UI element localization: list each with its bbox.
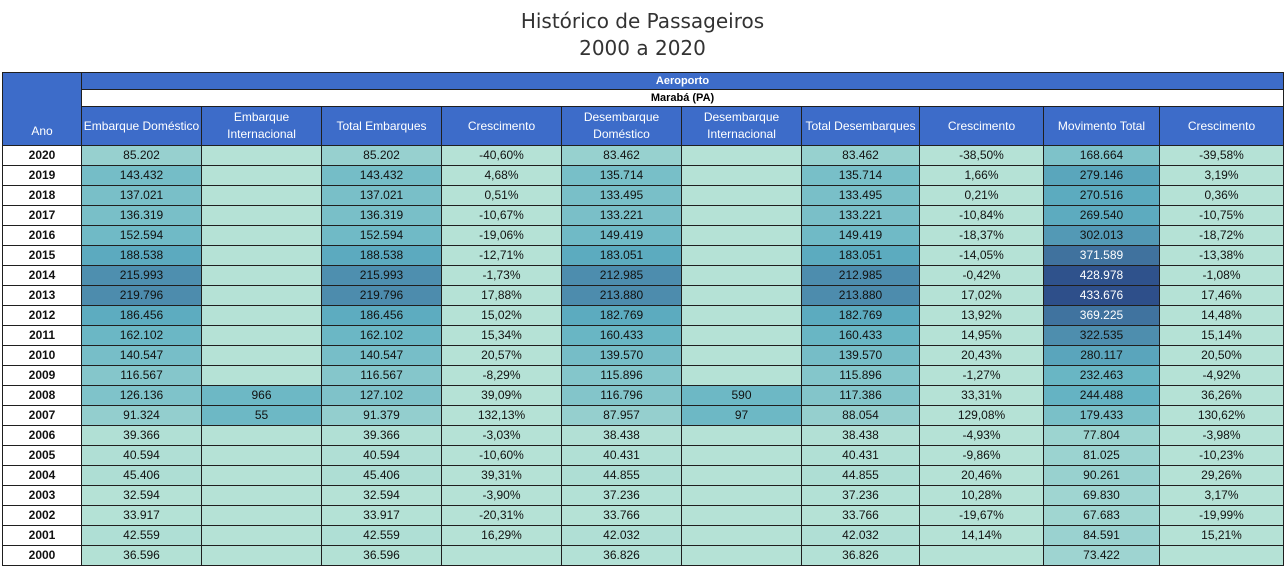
data-cell: 186.456 <box>322 306 442 326</box>
data-cell: 143.432 <box>82 166 202 186</box>
data-cell: 20,43% <box>920 346 1044 366</box>
table-row <box>3 206 1284 226</box>
data-cell: 39.366 <box>322 426 442 446</box>
data-cell: 17,88% <box>442 286 562 306</box>
title-line-1: Histórico de Passageiros <box>520 9 765 33</box>
data-cell: 39,31% <box>442 466 562 486</box>
data-cell: 45.406 <box>322 466 442 486</box>
data-cell: 29,26% <box>1160 466 1284 486</box>
data-cell: 32.594 <box>82 486 202 506</box>
data-cell: 149.419 <box>562 226 682 246</box>
data-cell: 215.993 <box>322 266 442 286</box>
data-cell: 188.538 <box>82 246 202 266</box>
data-cell: 36,26% <box>1160 386 1284 406</box>
table-row <box>3 406 1284 426</box>
data-cell: 33.766 <box>802 506 920 526</box>
data-cell: 14,14% <box>920 526 1044 546</box>
header-ano: Ano <box>3 73 82 146</box>
data-cell: 280.117 <box>1044 346 1160 366</box>
data-cell: 36.596 <box>82 546 202 566</box>
data-cell: 135.714 <box>802 166 920 186</box>
data-cell: 20,46% <box>920 466 1044 486</box>
data-cell: 179.433 <box>1044 406 1160 426</box>
year-cell: 2011 <box>3 326 82 346</box>
data-cell: 36.596 <box>322 546 442 566</box>
column-header: Crescimento <box>442 107 562 146</box>
data-cell: 83.462 <box>562 146 682 166</box>
year-cell: 2007 <box>3 406 82 426</box>
data-cell: 44.855 <box>562 466 682 486</box>
data-cell: 127.102 <box>322 386 442 406</box>
data-cell: 116.796 <box>562 386 682 406</box>
data-cell: -13,38% <box>1160 246 1284 266</box>
data-cell: 132,13% <box>442 406 562 426</box>
data-cell: 133.495 <box>802 186 920 206</box>
data-cell: 55 <box>202 406 322 426</box>
data-cell <box>202 306 322 326</box>
data-cell: 136.319 <box>82 206 202 226</box>
data-cell <box>682 506 802 526</box>
year-cell: 2019 <box>3 166 82 186</box>
data-cell: 15,21% <box>1160 526 1284 546</box>
data-cell: 149.419 <box>802 226 920 246</box>
data-cell: 40.594 <box>82 446 202 466</box>
data-cell: 40.431 <box>802 446 920 466</box>
header-location: Marabá (PA) <box>82 90 1284 107</box>
table-row <box>3 286 1284 306</box>
data-cell: 215.993 <box>82 266 202 286</box>
data-cell: -3,90% <box>442 486 562 506</box>
data-cell: 40.594 <box>322 446 442 466</box>
table-row <box>3 486 1284 506</box>
year-cell: 2014 <box>3 266 82 286</box>
table-row <box>3 146 1284 166</box>
table-row <box>3 306 1284 326</box>
data-cell: 42.032 <box>562 526 682 546</box>
year-cell: 2017 <box>3 206 82 226</box>
data-cell: 140.547 <box>322 346 442 366</box>
data-cell <box>682 306 802 326</box>
data-cell: 33.917 <box>82 506 202 526</box>
column-header: Embarque Doméstico <box>82 107 202 146</box>
data-cell: 116.567 <box>322 366 442 386</box>
column-header: Desembarque Doméstico <box>562 107 682 146</box>
data-cell: 15,34% <box>442 326 562 346</box>
data-cell: -12,71% <box>442 246 562 266</box>
data-cell: 966 <box>202 386 322 406</box>
data-cell: -10,60% <box>442 446 562 466</box>
data-cell <box>920 546 1044 566</box>
column-header: Movimento Total <box>1044 107 1160 146</box>
data-cell: 15,02% <box>442 306 562 326</box>
data-cell: -19,67% <box>920 506 1044 526</box>
column-header: Crescimento <box>920 107 1044 146</box>
data-cell <box>202 166 322 186</box>
data-cell: 4,68% <box>442 166 562 186</box>
data-cell: -9,86% <box>920 446 1044 466</box>
year-cell: 2010 <box>3 346 82 366</box>
year-cell: 2004 <box>3 466 82 486</box>
data-cell: 302.013 <box>1044 226 1160 246</box>
data-cell: 91.379 <box>322 406 442 426</box>
data-cell: 186.456 <box>82 306 202 326</box>
data-cell: 322.535 <box>1044 326 1160 346</box>
data-cell: -40,60% <box>442 146 562 166</box>
data-cell: 67.683 <box>1044 506 1160 526</box>
column-header: Crescimento <box>1160 107 1284 146</box>
data-cell <box>682 146 802 166</box>
data-cell: 17,02% <box>920 286 1044 306</box>
year-cell: 2013 <box>3 286 82 306</box>
data-cell: 38.438 <box>562 426 682 446</box>
data-cell: -1,27% <box>920 366 1044 386</box>
table-row <box>3 366 1284 386</box>
data-cell <box>682 526 802 546</box>
data-cell <box>682 466 802 486</box>
data-cell: 17,46% <box>1160 286 1284 306</box>
data-cell: -0,42% <box>920 266 1044 286</box>
header-aeroporto: Aeroporto <box>82 73 1284 90</box>
data-cell: 117.386 <box>802 386 920 406</box>
data-cell <box>682 486 802 506</box>
table-row <box>3 326 1284 346</box>
data-cell: 88.054 <box>802 406 920 426</box>
year-cell: 2002 <box>3 506 82 526</box>
year-cell: 2006 <box>3 426 82 446</box>
data-cell: 183.051 <box>802 246 920 266</box>
data-cell <box>682 206 802 226</box>
data-cell: 20,50% <box>1160 346 1284 366</box>
data-cell: 73.422 <box>1044 546 1160 566</box>
data-cell: 139.570 <box>802 346 920 366</box>
year-cell: 2016 <box>3 226 82 246</box>
data-cell: 183.051 <box>562 246 682 266</box>
data-cell <box>682 186 802 206</box>
data-cell: 0,21% <box>920 186 1044 206</box>
data-cell: -18,37% <box>920 226 1044 246</box>
data-cell: -8,29% <box>442 366 562 386</box>
column-header: Total Embarques <box>322 107 442 146</box>
data-cell: 182.769 <box>802 306 920 326</box>
year-cell: 2008 <box>3 386 82 406</box>
table-row <box>3 346 1284 366</box>
data-cell: -10,23% <box>1160 446 1284 466</box>
table-row <box>3 386 1284 406</box>
data-cell: 38.438 <box>802 426 920 446</box>
data-cell: -19,06% <box>442 226 562 246</box>
data-cell: -3,98% <box>1160 426 1284 446</box>
data-cell <box>682 266 802 286</box>
data-cell: 1,66% <box>920 166 1044 186</box>
data-cell: 42.559 <box>82 526 202 546</box>
data-cell <box>202 346 322 366</box>
data-cell: 20,57% <box>442 346 562 366</box>
data-cell: -4,92% <box>1160 366 1284 386</box>
year-cell: 2020 <box>3 146 82 166</box>
data-cell: -4,93% <box>920 426 1044 446</box>
data-cell: 162.102 <box>82 326 202 346</box>
data-cell: 182.769 <box>562 306 682 326</box>
data-cell: 213.880 <box>802 286 920 306</box>
table-row <box>3 186 1284 206</box>
data-cell: 162.102 <box>322 326 442 346</box>
data-cell <box>202 546 322 566</box>
table-row <box>3 266 1284 286</box>
data-cell: 269.540 <box>1044 206 1160 226</box>
data-cell: -18,72% <box>1160 226 1284 246</box>
data-cell: 39.366 <box>82 426 202 446</box>
data-cell: 371.589 <box>1044 246 1160 266</box>
data-cell: -19,99% <box>1160 506 1284 526</box>
data-cell: 136.319 <box>322 206 442 226</box>
column-header: Embarque Internacional <box>202 107 322 146</box>
data-cell <box>442 546 562 566</box>
data-cell: 91.324 <box>82 406 202 426</box>
data-cell: 10,28% <box>920 486 1044 506</box>
data-cell <box>202 246 322 266</box>
data-cell: 130,62% <box>1160 406 1284 426</box>
data-cell: 14,48% <box>1160 306 1284 326</box>
year-cell: 2015 <box>3 246 82 266</box>
data-cell: 140.547 <box>82 346 202 366</box>
data-cell: 133.495 <box>562 186 682 206</box>
year-cell: 2005 <box>3 446 82 466</box>
data-cell: 133.221 <box>562 206 682 226</box>
data-cell: 36.826 <box>562 546 682 566</box>
data-cell: 85.202 <box>322 146 442 166</box>
data-cell: 37.236 <box>802 486 920 506</box>
data-cell: -20,31% <box>442 506 562 526</box>
title-line-2: 2000 a 2020 <box>579 36 706 60</box>
data-cell: 212.985 <box>562 266 682 286</box>
data-cell: 160.433 <box>802 326 920 346</box>
data-cell <box>202 186 322 206</box>
data-cell <box>202 366 322 386</box>
year-cell: 2012 <box>3 306 82 326</box>
data-cell <box>202 226 322 246</box>
data-cell: -1,08% <box>1160 266 1284 286</box>
data-cell: 160.433 <box>562 326 682 346</box>
data-cell: 0,36% <box>1160 186 1284 206</box>
year-cell: 2001 <box>3 526 82 546</box>
data-cell <box>202 326 322 346</box>
data-cell: 152.594 <box>82 226 202 246</box>
data-cell: 135.714 <box>562 166 682 186</box>
data-cell: 77.804 <box>1044 426 1160 446</box>
table-row <box>3 166 1284 186</box>
data-cell: 126.136 <box>82 386 202 406</box>
data-cell: 15,14% <box>1160 326 1284 346</box>
data-cell: 42.559 <box>322 526 442 546</box>
data-cell <box>682 226 802 246</box>
data-cell: 87.957 <box>562 406 682 426</box>
data-cell: -3,03% <box>442 426 562 446</box>
data-cell: 270.516 <box>1044 186 1160 206</box>
data-cell <box>202 506 322 526</box>
data-cell: 44.855 <box>802 466 920 486</box>
table-row <box>3 506 1284 526</box>
data-cell: 232.463 <box>1044 366 1160 386</box>
data-cell: 244.488 <box>1044 386 1160 406</box>
data-cell: -1,73% <box>442 266 562 286</box>
passenger-table <box>2 72 1284 566</box>
data-cell: 137.021 <box>82 186 202 206</box>
data-cell: 69.830 <box>1044 486 1160 506</box>
data-cell: 152.594 <box>322 226 442 246</box>
data-cell: 143.432 <box>322 166 442 186</box>
data-cell <box>682 326 802 346</box>
data-cell: 39,09% <box>442 386 562 406</box>
data-cell <box>682 546 802 566</box>
data-cell: 115.896 <box>802 366 920 386</box>
data-cell <box>202 146 322 166</box>
table-row <box>3 466 1284 486</box>
data-cell: 590 <box>682 386 802 406</box>
data-cell: 40.431 <box>562 446 682 466</box>
data-cell: 168.664 <box>1044 146 1160 166</box>
data-cell: 116.567 <box>82 366 202 386</box>
data-cell: -38,50% <box>920 146 1044 166</box>
data-cell: 13,92% <box>920 306 1044 326</box>
data-cell <box>202 206 322 226</box>
data-cell: 188.538 <box>322 246 442 266</box>
data-cell: -10,67% <box>442 206 562 226</box>
table-row <box>3 226 1284 246</box>
data-cell: 32.594 <box>322 486 442 506</box>
data-cell <box>682 366 802 386</box>
data-cell: 14,95% <box>920 326 1044 346</box>
year-cell: 2003 <box>3 486 82 506</box>
data-cell: 213.880 <box>562 286 682 306</box>
data-cell: 33.917 <box>322 506 442 526</box>
data-cell: 3,19% <box>1160 166 1284 186</box>
data-cell <box>202 446 322 466</box>
data-cell: -10,84% <box>920 206 1044 226</box>
table-row <box>3 526 1284 546</box>
data-cell <box>682 446 802 466</box>
data-cell <box>682 346 802 366</box>
data-cell <box>202 486 322 506</box>
data-cell: 0,51% <box>442 186 562 206</box>
data-cell: 85.202 <box>82 146 202 166</box>
data-cell <box>682 246 802 266</box>
data-cell <box>202 286 322 306</box>
data-cell <box>682 286 802 306</box>
data-cell: 97 <box>682 406 802 426</box>
data-cell: 129,08% <box>920 406 1044 426</box>
data-cell: 428.978 <box>1044 266 1160 286</box>
data-cell <box>202 526 322 546</box>
data-cell: 81.025 <box>1044 446 1160 466</box>
table-row <box>3 426 1284 446</box>
data-cell: 433.676 <box>1044 286 1160 306</box>
data-cell: 133.221 <box>802 206 920 226</box>
data-cell <box>682 166 802 186</box>
data-cell: 115.896 <box>562 366 682 386</box>
column-header: Desembarque Internacional <box>682 107 802 146</box>
data-cell <box>1160 546 1284 566</box>
year-cell: 2018 <box>3 186 82 206</box>
data-cell: 139.570 <box>562 346 682 366</box>
data-cell <box>202 426 322 446</box>
data-cell: 37.236 <box>562 486 682 506</box>
table-row <box>3 446 1284 466</box>
data-cell: 279.146 <box>1044 166 1160 186</box>
year-cell: 2000 <box>3 546 82 566</box>
data-cell: 3,17% <box>1160 486 1284 506</box>
data-cell: -39,58% <box>1160 146 1284 166</box>
data-cell: 219.796 <box>82 286 202 306</box>
table-row <box>3 246 1284 266</box>
data-cell: -10,75% <box>1160 206 1284 226</box>
data-cell: 16,29% <box>442 526 562 546</box>
data-cell: 33.766 <box>562 506 682 526</box>
data-cell <box>682 426 802 446</box>
data-cell <box>202 466 322 486</box>
data-cell: 219.796 <box>322 286 442 306</box>
year-cell: 2009 <box>3 366 82 386</box>
data-cell: 84.591 <box>1044 526 1160 546</box>
data-cell: 83.462 <box>802 146 920 166</box>
data-cell: 137.021 <box>322 186 442 206</box>
data-cell: 45.406 <box>82 466 202 486</box>
data-cell: 42.032 <box>802 526 920 546</box>
data-cell: 36.826 <box>802 546 920 566</box>
column-header: Total Desembarques <box>802 107 920 146</box>
data-cell: 369.225 <box>1044 306 1160 326</box>
data-cell: -14,05% <box>920 246 1044 266</box>
table-row <box>3 546 1284 566</box>
data-cell: 90.261 <box>1044 466 1160 486</box>
data-cell: 212.985 <box>802 266 920 286</box>
data-cell <box>202 266 322 286</box>
data-cell: 33,31% <box>920 386 1044 406</box>
